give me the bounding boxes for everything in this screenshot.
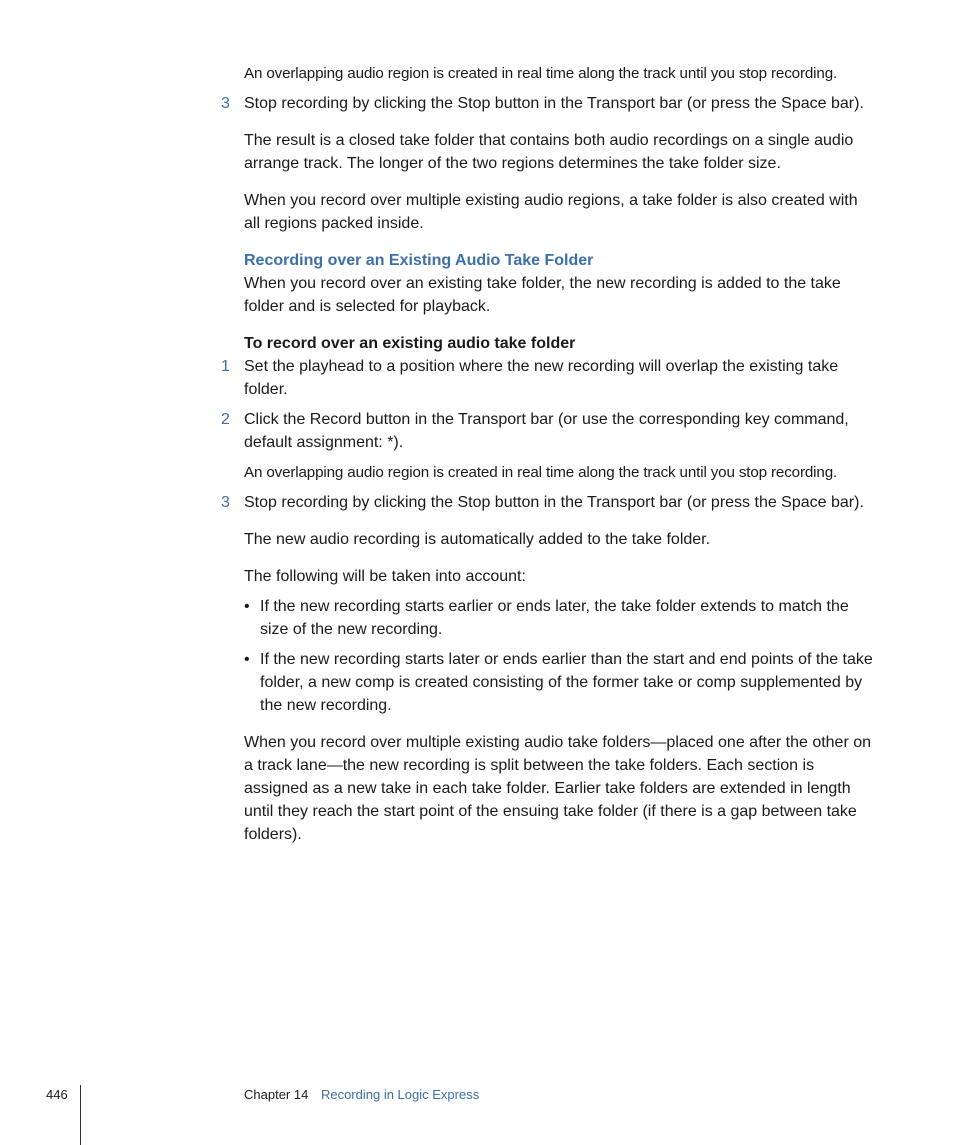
step-stop-recording-2 bbox=[221, 491, 876, 514]
task-heading: To record over an existing audio take folder bbox=[244, 335, 576, 352]
chapter-label: Chapter 14 bbox=[244, 1087, 309, 1102]
paragraph-overlap-note-2: An overlapping audio region is created in real time along the track until you stop recording. bbox=[244, 464, 838, 481]
chapter-footer bbox=[244, 1087, 479, 1103]
bullet-text: If the new recording starts earlier or ends later, the take folder extends to match the size of the new recording. bbox=[260, 598, 849, 638]
list-item bbox=[244, 595, 876, 641]
step-number: 3 bbox=[221, 95, 230, 112]
step-number: 1 bbox=[221, 358, 230, 375]
footer-divider bbox=[80, 1085, 81, 1145]
paragraph-overlap-note-1: An overlapping audio region is created in real time along the track until you stop recording. bbox=[244, 65, 838, 82]
paragraph-existing-take-folder: When you record over an existing take folder, the new recording is added to the take folder and is selected for playback. bbox=[244, 275, 841, 315]
step-number: 2 bbox=[221, 411, 230, 428]
step-text: Stop recording by clicking the Stop button in the Transport bar (or press the Space bar). bbox=[244, 494, 864, 511]
step-click-record bbox=[221, 408, 876, 454]
paragraph-multiple-regions: When you record over multiple existing audio regions, a take folder is also created with all regions packed inside. bbox=[244, 192, 858, 232]
step-number: 3 bbox=[221, 494, 230, 511]
paragraph-taken-into-account: The following will be taken into account: bbox=[244, 568, 526, 585]
step-text: Click the Record button in the Transport bar (or use the corresponding key command, default assignment: *). bbox=[244, 411, 849, 451]
paragraph-closed-take-folder: The result is a closed take folder that contains both audio recordings on a single audio arrange track. The longer of the two regions determines the take folder size. bbox=[244, 132, 854, 172]
page-number: 446 bbox=[46, 1087, 68, 1102]
step-text: Set the playhead to a position where the new recording will overlap the existing take folder. bbox=[244, 358, 839, 398]
bullet-marker: • bbox=[244, 651, 250, 668]
step-set-playhead bbox=[221, 355, 876, 401]
list-item bbox=[244, 648, 876, 717]
section-heading: Recording over an Existing Audio Take Folder bbox=[244, 252, 594, 269]
paragraph-multiple-take-folders: When you record over multiple existing audio take folders—placed one after the other on a track lane—the new recording is split between the take folders. Each section is assigned as a new take in each take folder. Earlier take folders are extended in length until they reach the start point of the ensuing take folder (if there is a gap between take folders). bbox=[244, 734, 872, 843]
page-content bbox=[221, 62, 876, 860]
step-stop-recording-1 bbox=[221, 92, 876, 115]
bullet-marker: • bbox=[244, 598, 250, 615]
chapter-title-link[interactable]: Recording in Logic Express bbox=[320, 1087, 480, 1102]
step-text: Stop recording by clicking the Stop button in the Transport bar (or press the Space bar). bbox=[244, 95, 864, 112]
bullet-text: If the new recording starts later or ends earlier than the start and end points of the take folder, a new comp is created consisting of the former take or comp supplemented by the new recording. bbox=[260, 651, 873, 714]
paragraph-new-recording-added: The new audio recording is automatically added to the take folder. bbox=[244, 531, 711, 548]
